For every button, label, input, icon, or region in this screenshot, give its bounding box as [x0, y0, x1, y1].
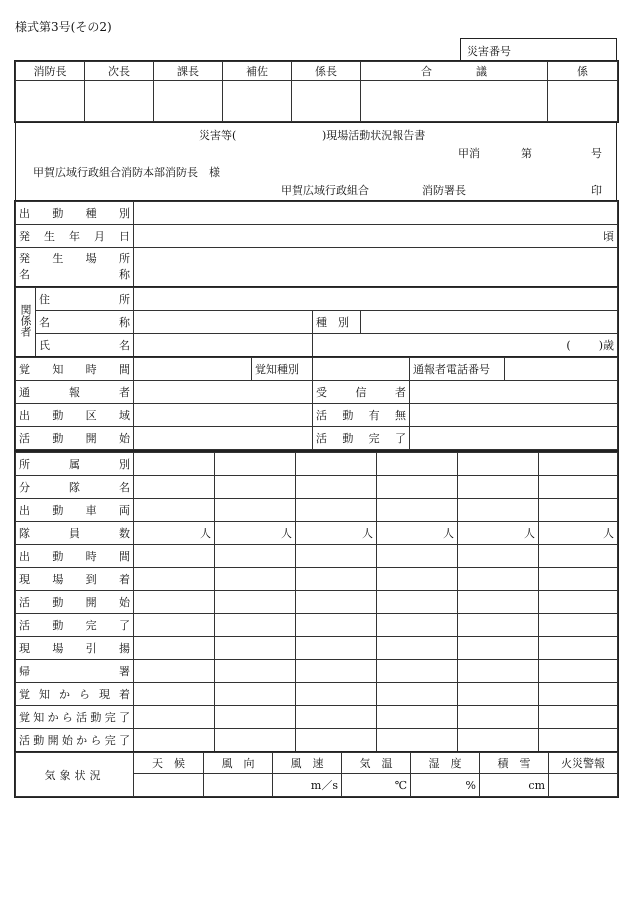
approval-header-deputy: 次長 — [85, 62, 154, 81]
units-cell[interactable] — [458, 545, 539, 568]
units-row — [16, 568, 618, 591]
weather-condition-header: 天 候 — [134, 753, 204, 774]
activity-end-field[interactable] — [410, 427, 618, 450]
units-row-label: 覚知から活動完了 — [16, 706, 134, 729]
person-unit: 人 — [362, 527, 373, 540]
weather-condition-field[interactable] — [134, 774, 204, 797]
activity-flag-label: 活動有無 — [313, 404, 410, 427]
reporter-label: 通報者 — [16, 381, 134, 404]
snow-unit: cm — [528, 778, 545, 792]
approval-header-consult: 合 議 — [361, 62, 548, 81]
approval-header-assistant: 補佐 — [223, 62, 292, 81]
stamp-cell[interactable] — [154, 81, 223, 122]
related-persons-table — [15, 287, 618, 357]
notice-table — [15, 357, 618, 450]
temperature-field[interactable] — [342, 774, 411, 797]
units-cell[interactable] — [377, 729, 458, 752]
units-cell[interactable] — [458, 729, 539, 752]
occurrence-date-field[interactable] — [134, 225, 618, 248]
units-cell[interactable] — [377, 591, 458, 614]
person-unit: 人 — [200, 527, 211, 540]
entity-name-label: 名称 — [36, 311, 134, 334]
units-cell[interactable] — [458, 660, 539, 683]
units-cell[interactable] — [458, 568, 539, 591]
units-cell[interactable] — [296, 476, 377, 499]
activity-flag-field[interactable] — [410, 404, 618, 427]
approval-header-subsection: 係長 — [292, 62, 361, 81]
addressee: 甲賀広域行政組合消防本部消防長 様 — [33, 166, 220, 179]
units-cell[interactable] — [296, 545, 377, 568]
units-cell[interactable] — [134, 614, 215, 637]
units-row-label: 出動車両 — [16, 499, 134, 522]
notice-time-field[interactable] — [134, 358, 252, 381]
units-row-label: 活動開始から完了 — [16, 729, 134, 752]
units-cell[interactable] — [296, 729, 377, 752]
units-cell[interactable] — [215, 729, 296, 752]
units-cell[interactable] — [134, 522, 215, 545]
related-label: 関係者 — [19, 304, 32, 337]
units-cell[interactable] — [539, 476, 618, 499]
units-cell[interactable] — [377, 545, 458, 568]
units-cell[interactable] — [377, 660, 458, 683]
units-cell[interactable] — [458, 453, 539, 476]
place-label: 発生場所 — [19, 252, 130, 265]
units-row — [16, 729, 618, 752]
time-suffix: 頃 — [603, 230, 614, 243]
address-label: 住所 — [36, 288, 134, 311]
units-cell[interactable] — [215, 614, 296, 637]
units-cell[interactable] — [377, 476, 458, 499]
units-cell[interactable] — [377, 683, 458, 706]
approval-table — [15, 61, 618, 122]
units-cell[interactable] — [296, 499, 377, 522]
units-cell[interactable] — [458, 706, 539, 729]
units-row-label: 現場引揚 — [16, 637, 134, 660]
units-cell[interactable] — [296, 706, 377, 729]
activity-start-field[interactable] — [134, 427, 313, 450]
units-row — [16, 499, 618, 522]
units-row-label: 現場到着 — [16, 568, 134, 591]
occurrence-date-label: 発生年月日 — [16, 225, 134, 248]
units-row-label: 分隊名 — [16, 476, 134, 499]
person-name-field[interactable] — [134, 334, 313, 357]
wind-speed-header: 風 速 — [273, 753, 342, 774]
age-open: ( — [566, 339, 571, 352]
person-name-label: 氏名 — [36, 334, 134, 357]
sender-org: 甲賀広域行政組合 — [281, 184, 369, 197]
units-row — [16, 522, 618, 545]
units-cell[interactable] — [134, 683, 215, 706]
approval-header-staff: 係 — [548, 62, 618, 81]
units-cell[interactable] — [296, 591, 377, 614]
units-cell[interactable] — [377, 637, 458, 660]
person-unit: 人 — [603, 527, 614, 540]
units-cell[interactable] — [296, 683, 377, 706]
units-cell[interactable] — [215, 545, 296, 568]
units-cell[interactable] — [377, 614, 458, 637]
humidity-unit: % — [465, 778, 476, 792]
units-cell[interactable] — [377, 522, 458, 545]
receiver-label: 受信者 — [313, 381, 410, 404]
temperature-header: 気 温 — [342, 753, 411, 774]
units-row — [16, 706, 618, 729]
weather-table — [15, 752, 618, 797]
units-cell[interactable] — [458, 683, 539, 706]
stamp-cell[interactable] — [223, 81, 292, 122]
entity-name-field[interactable] — [134, 311, 313, 334]
report-header — [15, 122, 617, 201]
units-row — [16, 453, 618, 476]
approval-header-chief: 消防長 — [16, 62, 85, 81]
report-title-prefix: 災害等( — [199, 129, 237, 142]
age-close: )歳 — [598, 339, 615, 352]
units-cell[interactable] — [134, 729, 215, 752]
place-name-field[interactable] — [134, 248, 618, 287]
units-cell[interactable] — [215, 706, 296, 729]
units-cell[interactable] — [539, 591, 618, 614]
units-cell[interactable] — [134, 545, 215, 568]
humidity-field[interactable] — [411, 774, 480, 797]
units-cell[interactable] — [134, 660, 215, 683]
units-cell[interactable] — [134, 706, 215, 729]
units-cell[interactable] — [539, 683, 618, 706]
related-group-label — [16, 288, 36, 357]
fire-warning-header: 火災警報 — [549, 753, 618, 774]
units-row-label: 活動開始 — [16, 591, 134, 614]
units-row — [16, 637, 618, 660]
units-row-label: 所属別 — [16, 453, 134, 476]
units-cell[interactable] — [377, 568, 458, 591]
units-cell[interactable] — [134, 453, 215, 476]
snow-field[interactable] — [480, 774, 549, 797]
units-cell[interactable] — [134, 476, 215, 499]
units-cell[interactable] — [134, 637, 215, 660]
units-cell[interactable] — [458, 476, 539, 499]
fire-warning-field[interactable] — [549, 774, 618, 797]
activity-end-label: 活動完了 — [313, 427, 410, 450]
units-cell[interactable] — [539, 499, 618, 522]
dispatch-area-field[interactable] — [134, 404, 313, 427]
basic-info-table — [15, 201, 618, 287]
units-cell[interactable] — [215, 683, 296, 706]
units-cell[interactable] — [296, 637, 377, 660]
stamp-cell[interactable] — [292, 81, 361, 122]
units-cell[interactable] — [215, 637, 296, 660]
units-cell[interactable] — [296, 522, 377, 545]
units-cell[interactable] — [539, 614, 618, 637]
units-cell[interactable] — [539, 545, 618, 568]
units-row — [16, 476, 618, 499]
units-row-label: 帰署 — [16, 660, 134, 683]
units-cell[interactable] — [296, 453, 377, 476]
temperature-unit: ℃ — [394, 778, 407, 792]
dispatch-type-label: 出動種別 — [16, 202, 134, 225]
units-cell[interactable] — [215, 522, 296, 545]
disaster-number-label: 災害番号 — [467, 45, 511, 58]
report-title-suffix: )現場活動状況報告書 — [322, 129, 426, 142]
sender-title: 消防署長 — [422, 184, 466, 197]
person-unit: 人 — [443, 527, 454, 540]
units-row — [16, 545, 618, 568]
units-cell[interactable] — [458, 637, 539, 660]
units-row — [16, 683, 618, 706]
stamp-cell[interactable] — [361, 81, 548, 122]
wind-speed-unit: m／s — [310, 779, 338, 792]
caller-phone-label: 通報者電話番号 — [410, 358, 505, 381]
units-cell[interactable] — [215, 591, 296, 614]
units-cell[interactable] — [296, 568, 377, 591]
units-row-label: 隊員数 — [16, 522, 134, 545]
units-cell[interactable] — [458, 522, 539, 545]
person-unit: 人 — [524, 527, 535, 540]
doc-number-go: 号 — [591, 147, 602, 160]
units-cell[interactable] — [539, 568, 618, 591]
units-cell[interactable] — [458, 591, 539, 614]
units-cell[interactable] — [215, 568, 296, 591]
age-field[interactable] — [313, 334, 618, 357]
units-row — [16, 660, 618, 683]
kind-field[interactable] — [361, 311, 618, 334]
stamp-cell[interactable] — [548, 81, 618, 122]
units-cell[interactable] — [134, 591, 215, 614]
wind-direction-field[interactable] — [204, 774, 273, 797]
stamp-cell[interactable] — [85, 81, 154, 122]
place-name-label — [16, 248, 134, 287]
wind-speed-field[interactable] — [273, 774, 342, 797]
approval-header-section: 課長 — [154, 62, 223, 81]
units-cell[interactable] — [539, 706, 618, 729]
notice-kind-label: 覚知種別 — [252, 358, 313, 381]
units-cell[interactable] — [296, 660, 377, 683]
snow-header: 積 雪 — [480, 753, 549, 774]
units-cell[interactable] — [539, 453, 618, 476]
dispatch-area-label: 出動区域 — [16, 404, 134, 427]
units-cell[interactable] — [458, 499, 539, 522]
units-cell[interactable] — [539, 729, 618, 752]
stamp-cell[interactable] — [16, 81, 85, 122]
kind-label: 種 別 — [313, 311, 361, 334]
units-row — [16, 591, 618, 614]
units-cell[interactable] — [215, 453, 296, 476]
caller-phone-field[interactable] — [505, 358, 618, 381]
units-cell[interactable] — [215, 476, 296, 499]
units-cell[interactable] — [377, 706, 458, 729]
units-cell[interactable] — [377, 453, 458, 476]
seal-mark: 印 — [591, 184, 602, 197]
form-id: 様式第3号(その2) — [15, 20, 112, 34]
dispatch-type-field[interactable] — [134, 202, 618, 225]
disaster-number-field[interactable] — [460, 38, 617, 62]
units-cell[interactable] — [539, 522, 618, 545]
address-field[interactable] — [134, 288, 618, 311]
units-cell[interactable] — [296, 614, 377, 637]
units-cell[interactable] — [458, 614, 539, 637]
humidity-header: 湿 度 — [411, 753, 480, 774]
activity-start-label: 活動開始 — [16, 427, 134, 450]
doc-number-prefix: 甲消 — [458, 147, 480, 160]
units-cell[interactable] — [539, 660, 618, 683]
notice-kind-field[interactable] — [313, 358, 410, 381]
name-label: 名称 — [19, 268, 130, 281]
units-cell[interactable] — [134, 568, 215, 591]
units-row-label: 活動完了 — [16, 614, 134, 637]
notice-time-label: 覚知時間 — [16, 358, 134, 381]
units-cell[interactable] — [539, 637, 618, 660]
units-cell[interactable] — [134, 499, 215, 522]
units-cell[interactable] — [215, 660, 296, 683]
weather-label: 気象状況 — [16, 753, 134, 797]
receiver-field[interactable] — [410, 381, 618, 404]
units-row-label: 出動時間 — [16, 545, 134, 568]
units-cell[interactable] — [215, 499, 296, 522]
units-row — [16, 614, 618, 637]
units-table — [15, 452, 618, 752]
wind-direction-header: 風 向 — [204, 753, 273, 774]
units-body — [16, 453, 618, 752]
doc-number-dai: 第 — [521, 147, 532, 160]
units-row-label: 覚知から現着 — [16, 683, 134, 706]
person-unit: 人 — [281, 527, 292, 540]
units-cell[interactable] — [377, 499, 458, 522]
reporter-field[interactable] — [134, 381, 313, 404]
